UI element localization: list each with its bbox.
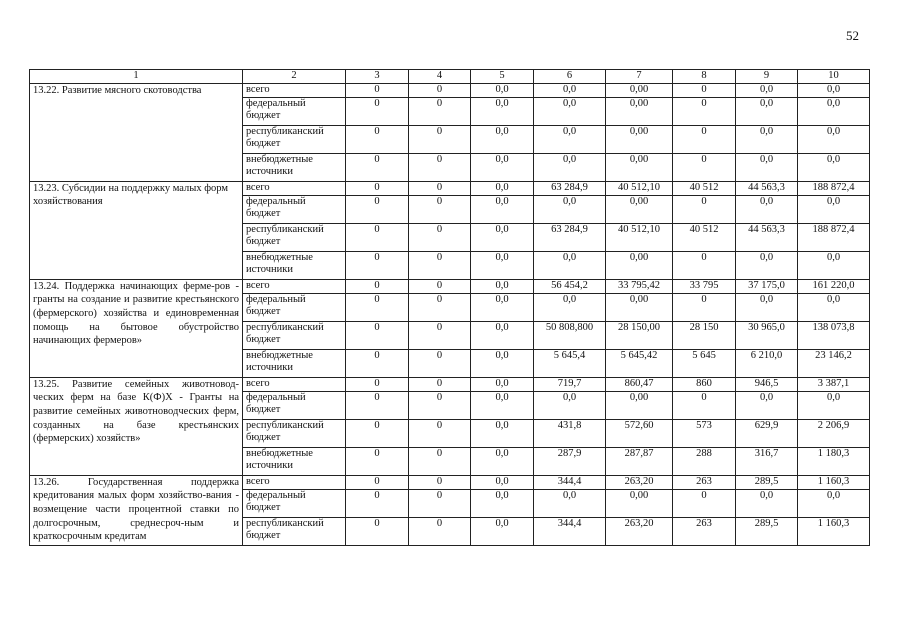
value-cell: 33 795,42	[606, 279, 673, 293]
value-cell: 316,7	[736, 447, 798, 475]
value-cell: 0,0	[471, 489, 534, 517]
value-cell: 0	[346, 97, 409, 125]
value-cell: 0,0	[736, 251, 798, 279]
funding-source: внебюджетные источники	[243, 153, 346, 181]
value-cell: 0	[346, 391, 409, 419]
value-cell: 0	[409, 125, 471, 153]
value-cell: 287,9	[534, 447, 606, 475]
value-cell: 161 220,0	[798, 279, 870, 293]
value-cell: 5 645,42	[606, 349, 673, 377]
value-cell: 287,87	[606, 447, 673, 475]
value-cell: 40 512	[673, 223, 736, 251]
value-cell: 0	[673, 125, 736, 153]
value-cell: 0	[409, 97, 471, 125]
value-cell: 0,0	[534, 153, 606, 181]
item-title: 13.24. Поддержка начинающих ферме-ров - гранты на создание и развитие крестьянского (фермерского) хозяйства и единовременная помощь на бытовое обустройство начинающих фермеров»	[30, 279, 243, 377]
value-cell: 0,0	[534, 125, 606, 153]
value-cell: 0	[409, 153, 471, 181]
value-cell: 719,7	[534, 377, 606, 391]
item-title: 13.23. Субсидии на поддержку малых форм хозяйствования	[30, 181, 243, 279]
value-cell: 188 872,4	[798, 223, 870, 251]
column-header: 5	[471, 70, 534, 84]
funding-source: всего	[243, 377, 346, 391]
value-cell: 0	[409, 419, 471, 447]
value-cell: 0	[673, 489, 736, 517]
value-cell: 289,5	[736, 517, 798, 545]
column-header: 2	[243, 70, 346, 84]
value-cell: 0,0	[471, 293, 534, 321]
table-row	[30, 377, 870, 391]
value-cell: 0	[346, 419, 409, 447]
table-row	[30, 83, 870, 97]
funding-source: всего	[243, 181, 346, 195]
table-row	[30, 181, 870, 195]
value-cell: 0	[346, 293, 409, 321]
value-cell: 0	[409, 293, 471, 321]
value-cell: 5 645	[673, 349, 736, 377]
funding-source: федеральный бюджет	[243, 97, 346, 125]
value-cell: 0,0	[534, 251, 606, 279]
column-header: 10	[798, 70, 870, 84]
value-cell: 0,0	[798, 391, 870, 419]
value-cell: 0,0	[471, 223, 534, 251]
value-cell: 40 512	[673, 181, 736, 195]
funding-source: федеральный бюджет	[243, 195, 346, 223]
value-cell: 0	[346, 223, 409, 251]
funding-source: внебюджетные источники	[243, 251, 346, 279]
value-cell: 0,0	[736, 125, 798, 153]
value-cell: 0	[409, 447, 471, 475]
value-cell: 37 175,0	[736, 279, 798, 293]
value-cell: 0	[409, 377, 471, 391]
value-cell: 0	[409, 391, 471, 419]
value-cell: 0	[673, 251, 736, 279]
value-cell: 0	[346, 377, 409, 391]
funding-source: федеральный бюджет	[243, 293, 346, 321]
value-cell: 0,00	[606, 391, 673, 419]
value-cell: 0	[673, 195, 736, 223]
value-cell: 0,0	[798, 195, 870, 223]
value-cell: 344,4	[534, 517, 606, 545]
value-cell: 0	[409, 349, 471, 377]
value-cell: 6 210,0	[736, 349, 798, 377]
funding-source: федеральный бюджет	[243, 489, 346, 517]
value-cell: 0,0	[471, 517, 534, 545]
value-cell: 0	[409, 321, 471, 349]
value-cell: 0,0	[736, 391, 798, 419]
value-cell: 28 150	[673, 321, 736, 349]
page-number: 52	[846, 28, 859, 43]
value-cell: 0,0	[736, 195, 798, 223]
value-cell: 0,0	[534, 293, 606, 321]
value-cell: 289,5	[736, 475, 798, 489]
value-cell: 0,0	[736, 97, 798, 125]
value-cell: 0,0	[534, 97, 606, 125]
funding-source: республиканский бюджет	[243, 223, 346, 251]
value-cell: 44 563,3	[736, 181, 798, 195]
value-cell: 0,0	[471, 125, 534, 153]
value-cell: 0,0	[471, 321, 534, 349]
value-cell: 572,60	[606, 419, 673, 447]
value-cell: 0,0	[798, 489, 870, 517]
funding-source: республиканский бюджет	[243, 517, 346, 545]
value-cell: 0	[409, 279, 471, 293]
value-cell: 0	[346, 279, 409, 293]
value-cell: 263,20	[606, 475, 673, 489]
value-cell: 0,0	[471, 391, 534, 419]
value-cell: 573	[673, 419, 736, 447]
funding-source: внебюджетные источники	[243, 447, 346, 475]
value-cell: 44 563,3	[736, 223, 798, 251]
value-cell: 28 150,00	[606, 321, 673, 349]
value-cell: 56 454,2	[534, 279, 606, 293]
value-cell: 629,9	[736, 419, 798, 447]
value-cell: 344,4	[534, 475, 606, 489]
table-row	[30, 475, 870, 489]
value-cell: 138 073,8	[798, 321, 870, 349]
value-cell: 0	[346, 181, 409, 195]
value-cell: 0	[673, 83, 736, 97]
value-cell: 0,0	[736, 153, 798, 181]
value-cell: 0,0	[534, 489, 606, 517]
value-cell: 0	[673, 153, 736, 181]
value-cell: 0,00	[606, 195, 673, 223]
value-cell: 30 965,0	[736, 321, 798, 349]
value-cell: 5 645,4	[534, 349, 606, 377]
value-cell: 0	[409, 489, 471, 517]
value-cell: 0,00	[606, 293, 673, 321]
value-cell: 0	[346, 475, 409, 489]
value-cell: 0,0	[798, 251, 870, 279]
item-title: 13.22. Развитие мясного скотоводства	[30, 83, 243, 181]
value-cell: 0	[409, 475, 471, 489]
column-header: 3	[346, 70, 409, 84]
value-cell: 0	[346, 349, 409, 377]
column-header: 9	[736, 70, 798, 84]
value-cell: 63 284,9	[534, 181, 606, 195]
value-cell: 288	[673, 447, 736, 475]
value-cell: 0,0	[534, 83, 606, 97]
value-cell: 0,00	[606, 83, 673, 97]
value-cell: 0,0	[736, 293, 798, 321]
value-cell: 0,0	[471, 251, 534, 279]
value-cell: 263,20	[606, 517, 673, 545]
value-cell: 0,0	[534, 195, 606, 223]
value-cell: 0,0	[471, 97, 534, 125]
funding-source: внебюджетные источники	[243, 349, 346, 377]
value-cell: 0	[346, 489, 409, 517]
funding-source: всего	[243, 279, 346, 293]
value-cell: 0,00	[606, 97, 673, 125]
value-cell: 0,00	[606, 489, 673, 517]
value-cell: 0	[346, 195, 409, 223]
value-cell: 0	[346, 125, 409, 153]
value-cell: 0,0	[471, 475, 534, 489]
value-cell: 0,0	[534, 391, 606, 419]
funding-source: республиканский бюджет	[243, 419, 346, 447]
column-header: 1	[30, 70, 243, 84]
funding-source: республиканский бюджет	[243, 125, 346, 153]
value-cell: 0	[673, 97, 736, 125]
value-cell: 0,0	[471, 195, 534, 223]
header-row	[30, 70, 870, 84]
table-row	[30, 279, 870, 293]
item-title: 13.26. Государственная поддержка кредитования малых форм хозяйство-вания - возмещение части процентной ставки по долгосрочным, среднесроч-ным и краткосрочным кредитам	[30, 475, 243, 545]
value-cell: 0,0	[471, 153, 534, 181]
value-cell: 263	[673, 517, 736, 545]
column-header: 4	[409, 70, 471, 84]
value-cell: 860	[673, 377, 736, 391]
value-cell: 0	[409, 251, 471, 279]
value-cell: 0,0	[736, 489, 798, 517]
value-cell: 0	[346, 83, 409, 97]
value-cell: 946,5	[736, 377, 798, 391]
value-cell: 0	[409, 517, 471, 545]
funding-source: всего	[243, 475, 346, 489]
funding-source: федеральный бюджет	[243, 391, 346, 419]
item-title: 13.25. Развитие семейных животновод-ческих ферм на базе К(Ф)Х - Гранты на развитие семейных животноводческих ферм, созданных на базе крестьянских (фермерских) хозяйств»	[30, 377, 243, 475]
value-cell: 263	[673, 475, 736, 489]
value-cell: 0,00	[606, 153, 673, 181]
value-cell: 0	[673, 293, 736, 321]
column-header: 7	[606, 70, 673, 84]
value-cell: 0,00	[606, 251, 673, 279]
budget-table	[29, 69, 870, 546]
value-cell: 0	[409, 223, 471, 251]
value-cell: 0,0	[471, 279, 534, 293]
value-cell: 40 512,10	[606, 181, 673, 195]
value-cell: 0	[409, 83, 471, 97]
value-cell: 1 160,3	[798, 475, 870, 489]
value-cell: 0,0	[798, 97, 870, 125]
value-cell: 860,47	[606, 377, 673, 391]
value-cell: 0,0	[736, 83, 798, 97]
value-cell: 431,8	[534, 419, 606, 447]
funding-source: всего	[243, 83, 346, 97]
value-cell: 1 180,3	[798, 447, 870, 475]
value-cell: 33 795	[673, 279, 736, 293]
value-cell: 0,0	[798, 293, 870, 321]
value-cell: 0	[346, 251, 409, 279]
value-cell: 0	[346, 447, 409, 475]
column-header: 8	[673, 70, 736, 84]
value-cell: 1 160,3	[798, 517, 870, 545]
value-cell: 0	[409, 195, 471, 223]
value-cell: 0	[346, 517, 409, 545]
value-cell: 0	[346, 321, 409, 349]
value-cell: 40 512,10	[606, 223, 673, 251]
value-cell: 188 872,4	[798, 181, 870, 195]
value-cell: 0,00	[606, 125, 673, 153]
column-header: 6	[534, 70, 606, 84]
value-cell: 0	[409, 181, 471, 195]
value-cell: 50 808,800	[534, 321, 606, 349]
table-header	[30, 70, 870, 84]
value-cell: 3 387,1	[798, 377, 870, 391]
value-cell: 0,0	[471, 419, 534, 447]
value-cell: 0,0	[471, 181, 534, 195]
value-cell: 0,0	[798, 83, 870, 97]
table-body	[30, 83, 870, 545]
value-cell: 0,0	[471, 447, 534, 475]
value-cell: 0,0	[798, 125, 870, 153]
value-cell: 63 284,9	[534, 223, 606, 251]
value-cell: 0,0	[471, 83, 534, 97]
value-cell: 0,0	[471, 349, 534, 377]
value-cell: 2 206,9	[798, 419, 870, 447]
value-cell: 23 146,2	[798, 349, 870, 377]
value-cell: 0,0	[798, 153, 870, 181]
value-cell: 0,0	[471, 377, 534, 391]
value-cell: 0	[346, 153, 409, 181]
funding-source: республиканский бюджет	[243, 321, 346, 349]
value-cell: 0	[673, 391, 736, 419]
